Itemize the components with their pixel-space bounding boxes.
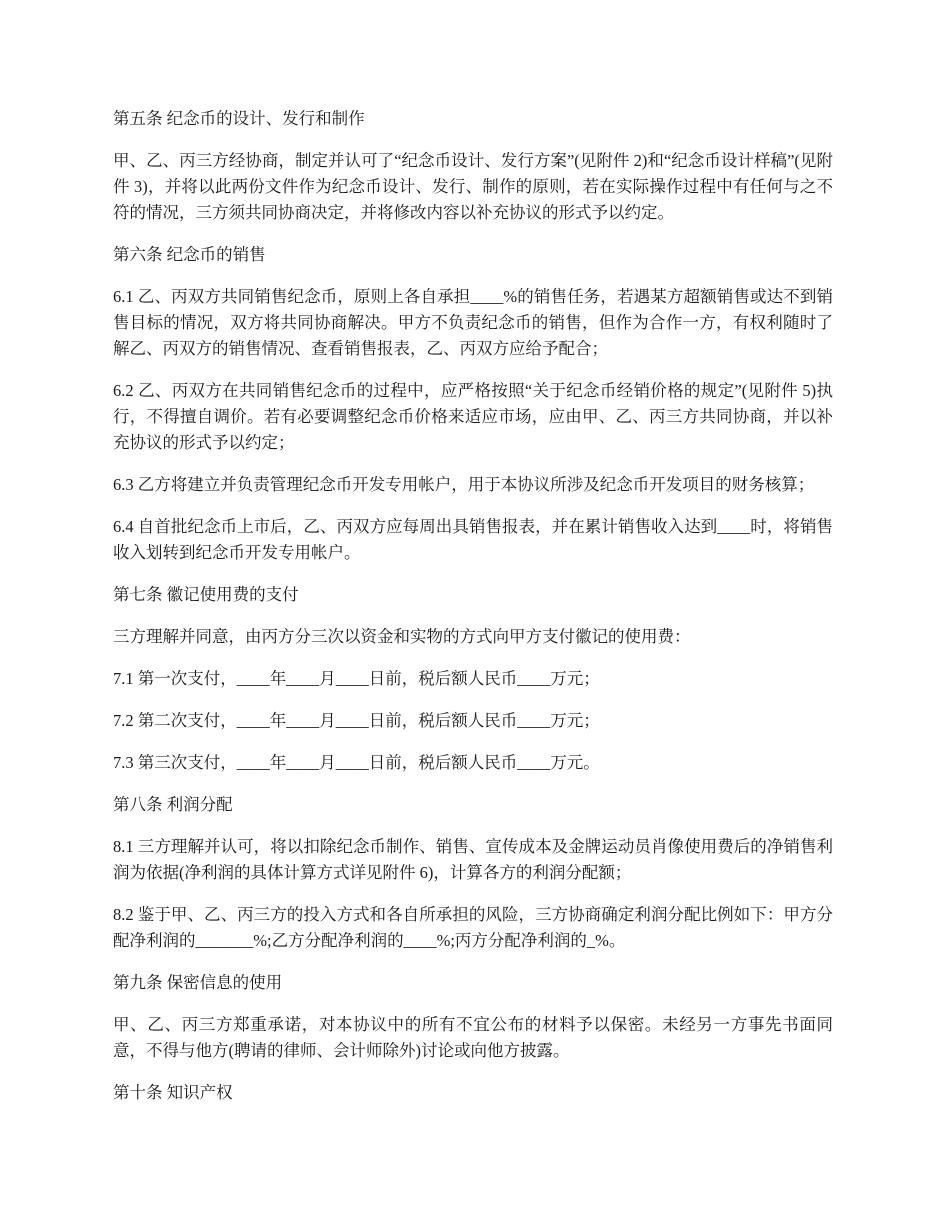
clause-7-2: 7.2 第二次支付，____年____月____日前，税后额人民币____万元； xyxy=(113,711,600,730)
section-heading-5: 第五条 纪念币的设计、发行和制作 xyxy=(113,109,365,128)
section-heading-7: 第七条 徽记使用费的支付 xyxy=(113,585,299,604)
clause-6-3: 6.3 乙方将建立并负责管理纪念币开发专用帐户，用于本协议所涉及纪念币开发项目的财务核算； xyxy=(113,475,815,494)
clause-8-2: 8.2 鉴于甲、乙、丙三方的投入方式和各自所承担的风险，三方协商确定利润分配比例如下：甲方分配净利润的_______%;乙方分配净利润的____%;丙方分配净利润的_%。 xyxy=(113,905,833,950)
clause-6-1: 6.1 乙、丙双方共同销售纪念币，原则上各自承担____%的销售任务，若遇某方超额销售或达不到销售目标的情况，双方将共同协商解决。甲方不负责纪念币的销售，但作为合作一方，有权利随时了解乙、丙双方的销售情况、查看销售报表，乙、丙双方应给予配合； xyxy=(113,287,833,358)
section-heading-6: 第六条 纪念币的销售 xyxy=(113,245,266,264)
clause-6-4: 6.4 自首批纪念币上市后，乙、丙双方应每周出具销售报表，并在累计销售收入达到____时，将销售收入划转到纪念币开发专用帐户。 xyxy=(113,517,833,562)
paragraph-5-body: 甲、乙、丙三方经协商，制定并认可了“纪念币设计、发行方案”(见附件 2)和“纪念币设计样稿”(见附件 3)，并将以此两份文件作为纪念币设计、发行、制作的原则，若在实际操作过程中有任何与之不符的情况，三方须共同协商决定，并将修改内容以补充协议的形式予以约定。 xyxy=(113,151,833,222)
section-heading-9: 第九条 保密信息的使用 xyxy=(113,973,283,992)
paragraph-7-intro: 三方理解并同意，由丙方分三次以资金和实物的方式向甲方支付徽记的使用费： xyxy=(113,627,691,646)
clause-7-3: 7.3 第三次支付，____年____月____日前，税后额人民币____万元。 xyxy=(113,753,600,772)
clause-8-1: 8.1 三方理解并认可，将以扣除纪念币制作、销售、宣传成本及金牌运动员肖像使用费后的净销售利润为依据(净利润的具体计算方式详见附件 6)，计算各方的利润分配额； xyxy=(113,837,833,882)
section-heading-10: 第十条 知识产权 xyxy=(113,1083,233,1102)
paragraph-9-body: 甲、乙、丙三方郑重承诺，对本协议中的所有不宜公布的材料予以保密。未经另一方事先书面同意，不得与他方(聘请的律师、会计师除外)讨论或向他方披露。 xyxy=(113,1015,833,1060)
section-heading-8: 第八条 利润分配 xyxy=(113,795,233,814)
clause-6-2: 6.2 乙、丙双方在共同销售纪念币的过程中，应严格按照“关于纪念币经销价格的规定”(见附件 5)执行，不得擅自调价。若有必要调整纪念币价格来适应市场，应由甲、乙、丙三方共同协商，并以补充协议的形式予以约定； xyxy=(113,381,833,452)
document-page xyxy=(113,106,833,1122)
clause-7-1: 7.1 第一次支付，____年____月____日前，税后额人民币____万元； xyxy=(113,669,600,688)
